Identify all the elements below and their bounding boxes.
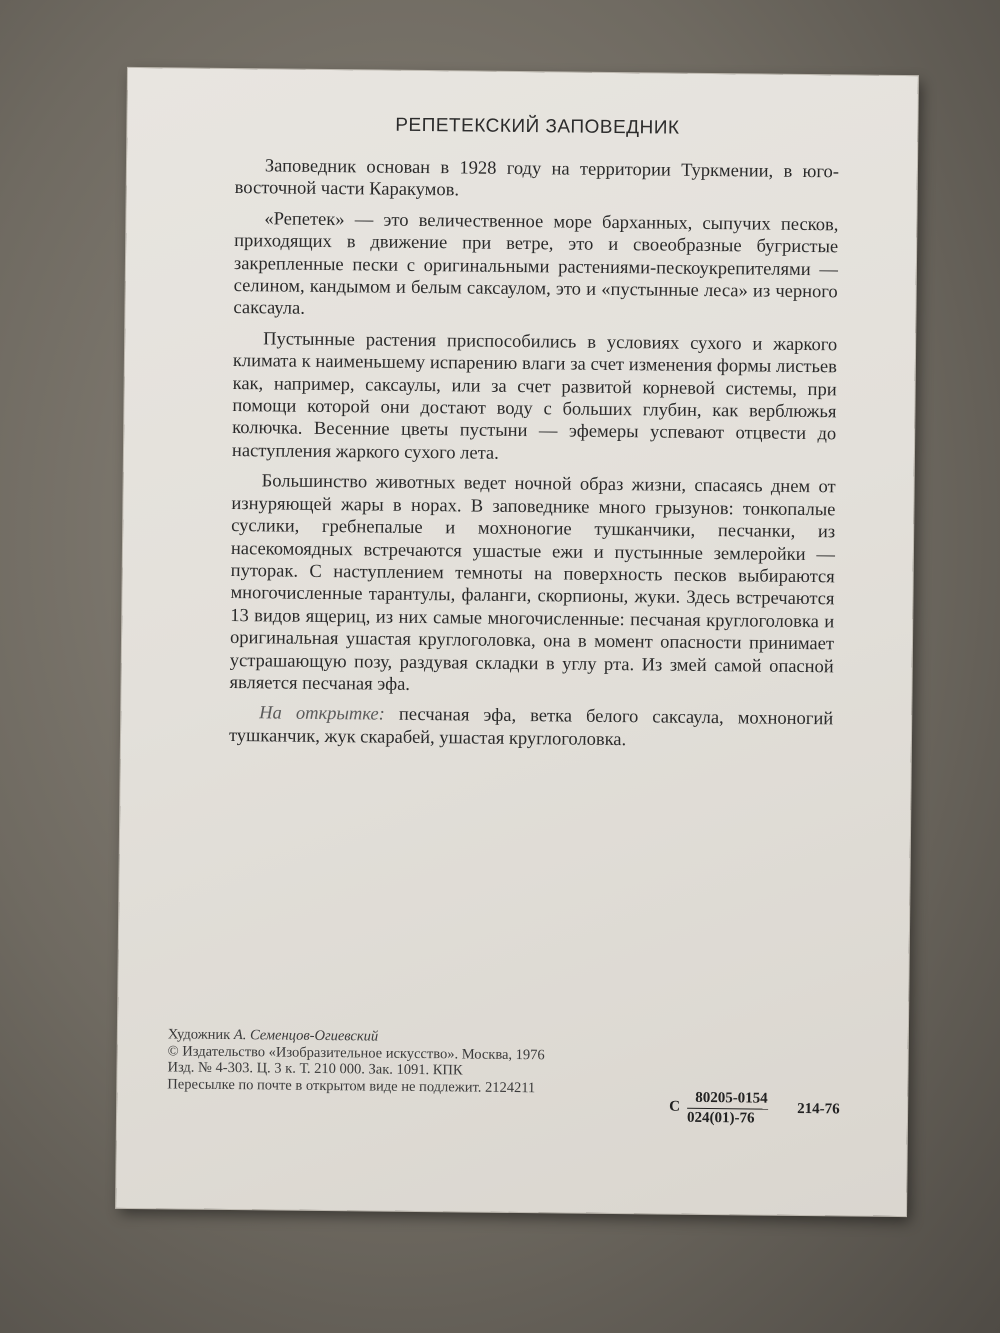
postcard-back: [116, 68, 918, 1216]
text-block: [229, 113, 840, 761]
postal-line: Пересылке по почте в открытом виде не подлежит. 2124211: [167, 1076, 536, 1096]
paragraph-founding: Заповедник основан в 1928 году на территории Туркмении, в юго-восточной части Каракумов.: [234, 156, 840, 201]
paragraph-plants: Пустынные растения приспособились в условиях сухого и жаркого климата к наименьшему испарению влаги за счет изменения формы листьев как, например, саксаулы, или за счет развитой корневой системы, при помощи которой они достают воду с больших глубин, как верблюжья колючка. Весенние цветы пустыни — эфемеры успевают отцвести до наступления жаркого сухого лета.: [231, 329, 838, 464]
catalog-fraction: [687, 1090, 768, 1128]
imprint: [167, 1026, 668, 1098]
catalog-denominator: 024(01)-76: [686, 1109, 755, 1127]
publisher-line: © Издательство «Изобразительное искусство». Москва, 1976: [167, 1042, 545, 1063]
edition-line: Изд. № 4-303. Ц. 3 к. Т. 210 000. Зак. 1091. КПК: [167, 1059, 463, 1079]
artist-prefix: Художник: [167, 1026, 234, 1044]
postcard-note: [229, 702, 833, 753]
note-text: песчаная эфа, ветка белого саксаула, мохноногий тушканчик, жук скарабей, ушастая круглоголовка.: [228, 704, 834, 750]
catalog-suffix: 214-76: [797, 1100, 840, 1118]
catalog-letter: С: [669, 1098, 681, 1115]
note-label: На открытке:: [259, 703, 385, 725]
paragraph-repetek: «Репетек» — это величественное море барханных, сыпучих песков, приходящих в движение при ветре, это и своеобразные бугристые закрепленные пески с оригинальными растениями-пескоукрепителями — селином, кандымом и белым саксаулом, это и «пустынные леса» из черного саксаула.: [233, 209, 839, 320]
page-title: РЕПЕТЕКСКИЙ ЗАПОВЕДНИК: [395, 114, 680, 139]
catalog-numerator: 80205-0154: [687, 1090, 768, 1110]
artist-name: А. Семенцов-Огиевский: [233, 1027, 379, 1045]
paragraph-animals: Большинство животных ведет ночной образ жизни, спасаясь днем от изнуряющей жары в норах. В заповеднике много грызунов: тонкопалые суслики, гребнепалые и мохноногие тушканчики, песчанки, из насекомоядных встречаются ушастые ежи и пустынные землеройки — путорак. С наступлением темноты на поверхность песков выбираются многочисленные тарантулы, фаланги, скорпионы, жуки. Здесь встречаются 13 видов ящериц, из них самые многочисленные: песчаная круглоголовка и оригинальная ушастая круглоголовка, она в момент опасности принимает устрашающую позу, раздувая складки в углу рта. Из змей самой опасной является песчаная эфа.: [229, 471, 836, 695]
